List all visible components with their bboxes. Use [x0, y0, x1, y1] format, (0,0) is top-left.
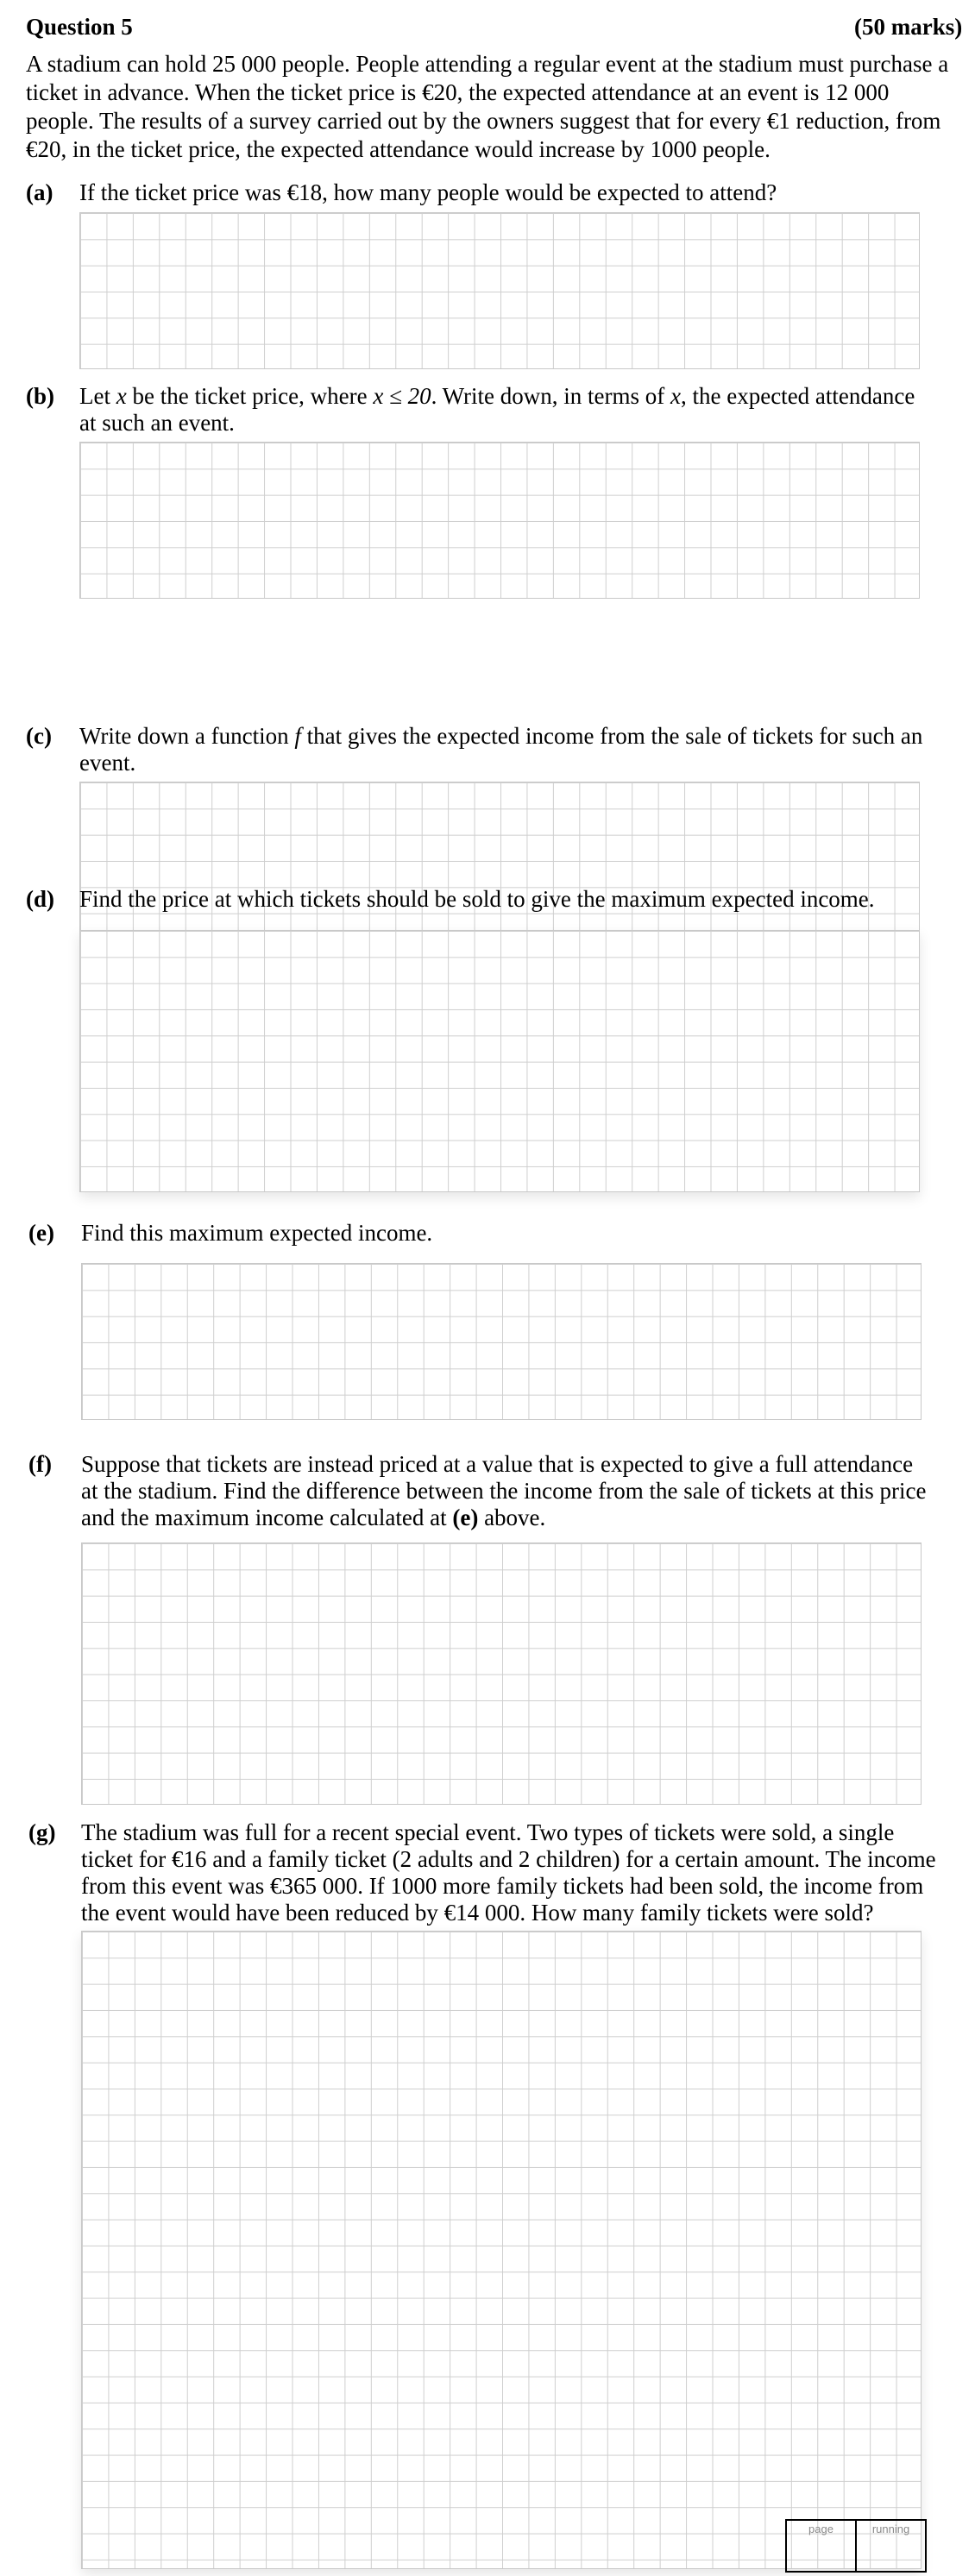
- part-d-label: (d): [26, 886, 54, 912]
- answer-grid-d[interactable]: [79, 930, 920, 1192]
- part-b-text: Let x be the ticket price, where x ≤ 20. Write down, in terms of x, the expected attendance at such an event.: [79, 383, 915, 436]
- question-title: Question 5: [26, 14, 133, 40]
- answer-grid-c[interactable]: [79, 782, 920, 939]
- running-marks-box[interactable]: [857, 2521, 925, 2571]
- answer-grid-g[interactable]: [81, 1931, 922, 2569]
- part-a-label: (a): [26, 179, 53, 205]
- answer-grid-a[interactable]: [79, 212, 920, 369]
- part-a-text: If the ticket price was €18, how many people would be expected to attend?: [79, 179, 777, 205]
- page-marks-box[interactable]: [787, 2521, 857, 2571]
- part-g-text: The stadium was full for a recent special event. Two types of tickets were sold, a single ticket for €16 and a family ticket (2 adults and 2 children) for a certain amount. The income from this event was €365 000. If 1000 more family tickets had been sold, the income from the event would have been reduced by €14 000. How many family tickets were sold?: [81, 1819, 936, 1926]
- question-marks: (50 marks): [854, 14, 963, 40]
- page-marks-label: page: [808, 2523, 833, 2535]
- part-e-label: (e): [28, 1220, 54, 1246]
- part-c-text: Write down a function f that gives the expected income from the sale of tickets for such an event.: [79, 723, 923, 776]
- answer-grid-e[interactable]: [81, 1263, 922, 1420]
- part-f-text: Suppose that tickets are instead priced at a value that is expected to give a full attendance at the stadium. Find the difference between the income from the sale of tickets at this price and the maximum income calculated at (e) above.: [81, 1451, 927, 1530]
- answer-grid-b[interactable]: [79, 442, 920, 599]
- part-c-label: (c): [26, 723, 52, 749]
- running-marks-label: running: [871, 2523, 910, 2535]
- question-intro: A stadium can hold 25 000 people. People attending a regular event at the stadium must purchase a ticket in advance. When the ticket price is €20, the expected attendance at an event is 12 000 people. The results of a survey carried out by the owners suggest that for every €1 reduction, from €20, in the ticket price, the expected attendance would increase by 1000 people.: [26, 51, 949, 162]
- part-f-label: (f): [28, 1451, 52, 1477]
- part-g-label: (g): [28, 1819, 56, 1845]
- part-d-text: Find the price at which tickets should be sold to give the maximum expected income.: [79, 886, 875, 912]
- part-b-label: (b): [26, 383, 54, 409]
- marks-boxes: [785, 2519, 927, 2573]
- answer-grid-f[interactable]: [81, 1542, 922, 1805]
- part-e-text: Find this maximum expected income.: [81, 1220, 433, 1246]
